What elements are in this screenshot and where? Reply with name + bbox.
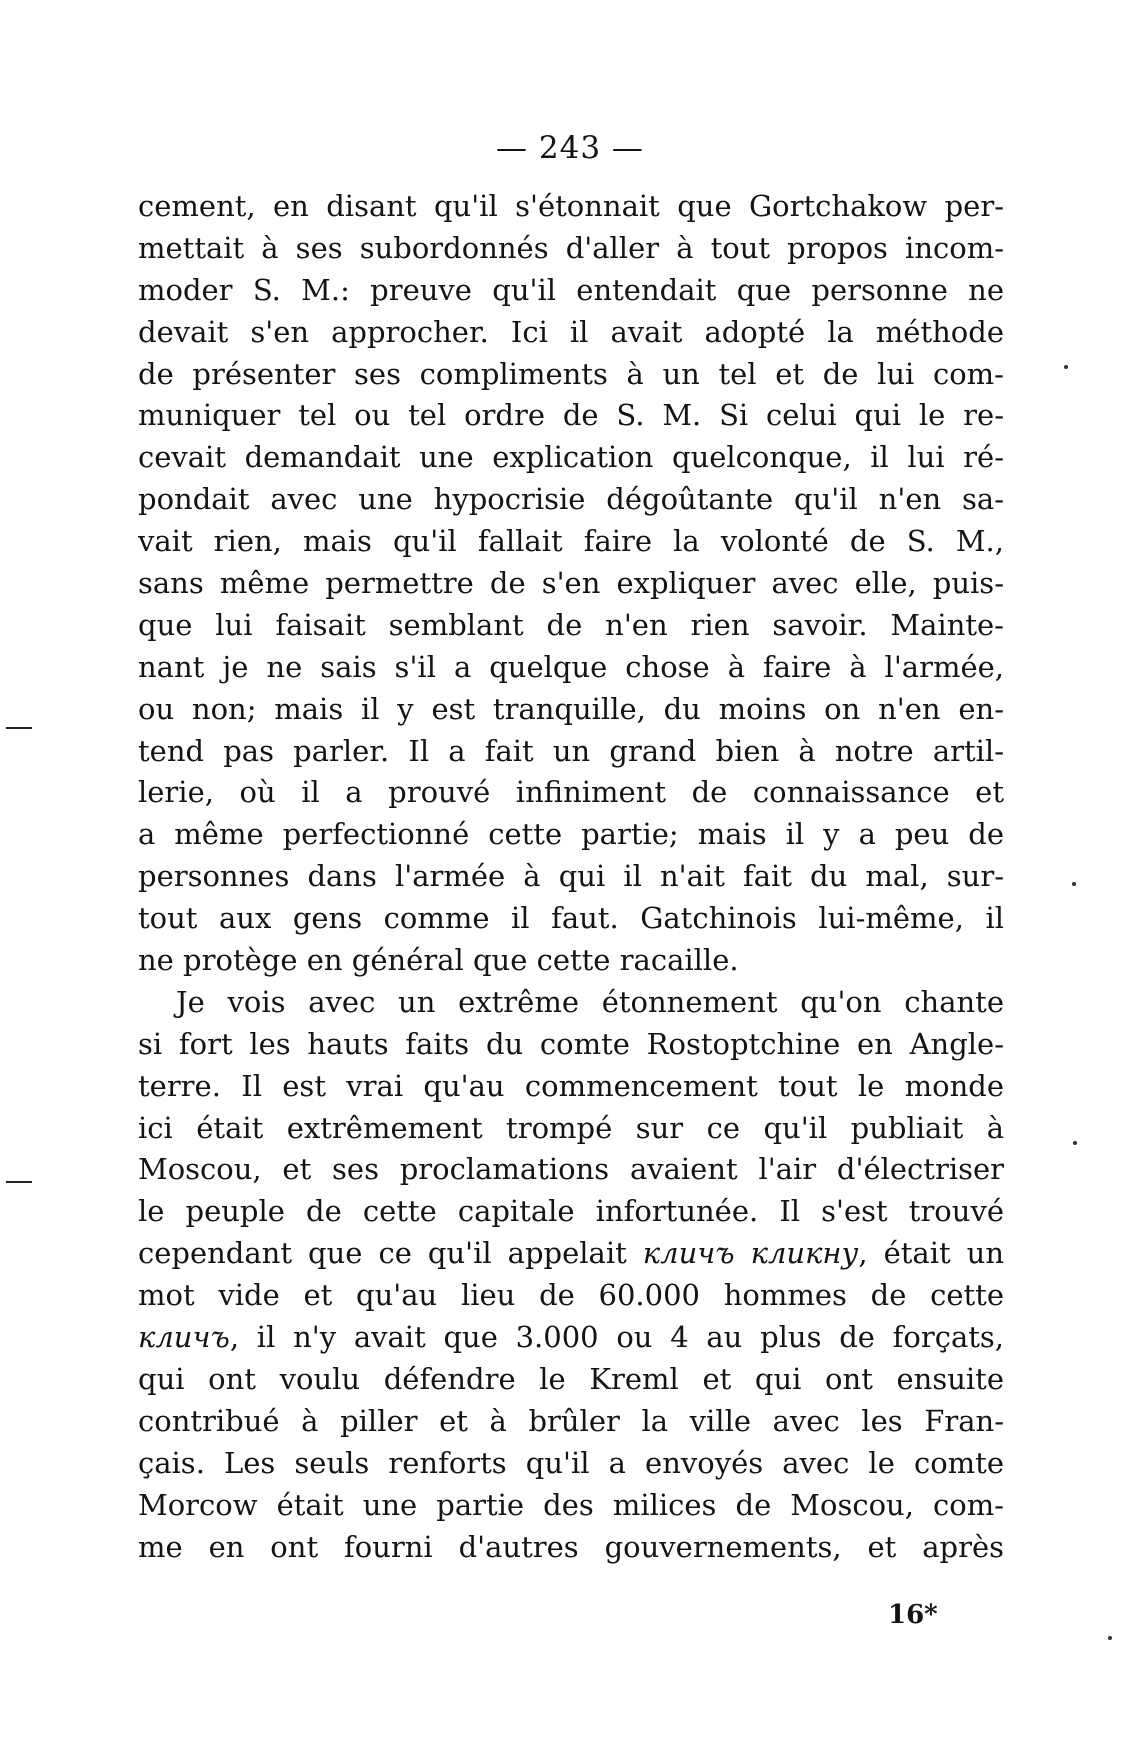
line-text: le peuple de cette capitale infortunée. Il s'est trouvé	[138, 1194, 1004, 1229]
line-text: Moscou, et ses proclamations avaient l'air d'électriser	[138, 1152, 1004, 1187]
text-line	[138, 354, 1004, 396]
line-text: vait rien, mais qu'il fallait faire la volonté de S. M.,	[138, 524, 1004, 559]
text-line	[138, 186, 1004, 228]
signature-mark: 16*	[888, 1600, 938, 1630]
body-text	[138, 186, 1004, 1568]
text-line	[138, 1024, 1004, 1066]
line-text: de présenter ses compliments à un tel et de lui com-	[138, 356, 1004, 391]
text-line	[138, 647, 1004, 689]
line-text: moder S. M.: preuve qu'il entendait que personne ne	[138, 272, 1004, 307]
line-text: çais. Les seuls renforts qu'il a envoyés avec le comte	[138, 1445, 1004, 1480]
text-line	[138, 689, 1004, 731]
line-text: si fort les hauts faits du comte Rostoptchine en Angle-	[138, 1026, 1004, 1061]
text-line	[138, 1401, 1004, 1443]
scan-speck	[1108, 1636, 1112, 1640]
text-line	[138, 1066, 1004, 1108]
text-line	[138, 521, 1004, 563]
line-text: me en ont fourni d'autres gouvernements, et après	[138, 1529, 1004, 1564]
text-line	[138, 312, 1004, 354]
text-line	[138, 856, 1004, 898]
text-line	[138, 1359, 1004, 1401]
line-text: mot vide et qu'au lieu de 60.000 hommes de cette	[138, 1278, 1004, 1313]
text-line	[138, 1149, 1004, 1191]
text-line	[138, 772, 1004, 814]
page-number: — 243 —	[496, 130, 644, 166]
line-text: Morcow était une partie des milices de Moscou, com-	[138, 1487, 1004, 1522]
margin-mark	[6, 727, 32, 729]
text-line	[138, 898, 1004, 940]
scan-speck	[1064, 365, 1068, 369]
text-line	[138, 228, 1004, 270]
text-line	[138, 563, 1004, 605]
line-text: devait s'en approcher. Ici il avait adopté la méthode	[138, 314, 1004, 349]
text-line	[138, 1527, 1004, 1569]
text-line	[138, 1108, 1004, 1150]
line-text: pondait avec une hypocrisie dégoûtante qu'il n'en sa-	[138, 482, 1004, 517]
text-line	[138, 395, 1004, 437]
text-line	[138, 270, 1004, 312]
text-line	[138, 479, 1004, 521]
text-line	[138, 1275, 1004, 1317]
line-text: ici était extrêmement trompé sur ce qu'il publiait à	[138, 1110, 1004, 1145]
line-text: tend pas parler. Il a fait un grand bien à notre artil-	[138, 733, 1004, 768]
line-text: cement, en disant qu'il s'étonnait que Gortchakow per-	[138, 189, 1004, 223]
cyrillic-term: кличъ	[138, 1320, 230, 1355]
line-text: personnes dans l'armée à qui il n'ait fait du mal, sur-	[138, 859, 1004, 894]
line-text: a même perfectionné cette partie; mais il y a peu de	[138, 817, 1004, 852]
text-line	[138, 982, 1004, 1024]
line-text: Je vois avec un extrême étonnement qu'on chante	[176, 984, 1004, 1019]
line-text: lerie, où il a prouvé infiniment de connaissance et	[138, 775, 1004, 810]
line-text: , était un	[858, 1236, 1004, 1271]
text-line	[138, 437, 1004, 479]
line-text: contribué à piller et à brûler la ville avec les Fran-	[138, 1403, 1004, 1438]
text-line	[138, 1443, 1004, 1485]
text-line	[138, 1191, 1004, 1233]
line-text: ne protège en général que cette racaille.	[138, 943, 739, 978]
cyrillic-term: кличъ кликну	[642, 1236, 859, 1271]
text-line	[138, 1233, 1004, 1275]
line-text: muniquer tel ou tel ordre de S. M. Si celui qui le re-	[138, 398, 1004, 433]
line-text: , il n'y avait que 3.000 ou 4 au plus de forçats,	[229, 1320, 1004, 1355]
text-line	[138, 1485, 1004, 1527]
line-text: terre. Il est vrai qu'au commencement tout le monde	[138, 1068, 1004, 1103]
scan-speck	[1073, 1141, 1077, 1145]
line-text: mettait à ses subordonnés d'aller à tout propos incom-	[138, 230, 1004, 265]
line-text: nant je ne sais s'il a quelque chose à faire à l'armée,	[138, 649, 1004, 684]
scan-speck	[1072, 882, 1076, 886]
text-line	[138, 814, 1004, 856]
line-text: qui ont voulu défendre le Kreml et qui ont ensuite	[138, 1361, 1004, 1396]
text-line	[138, 940, 1004, 982]
margin-mark	[6, 1181, 32, 1183]
text-line	[138, 1317, 1004, 1359]
text-line	[138, 731, 1004, 773]
line-text: que lui faisait semblant de n'en rien savoir. Mainte-	[138, 607, 1004, 642]
line-text: tout aux gens comme il faut. Gatchinois lui-même, il	[138, 901, 1004, 936]
line-text: cevait demandait une explication quelconque, il lui ré-	[138, 440, 1004, 475]
line-text: sans même permettre de s'en expliquer avec elle, puis-	[138, 566, 1004, 601]
line-text: cependant que ce qu'il appelait	[138, 1236, 643, 1271]
line-text: ou non; mais il y est tranquille, du moins on n'en en-	[138, 691, 1004, 726]
text-line	[138, 605, 1004, 647]
